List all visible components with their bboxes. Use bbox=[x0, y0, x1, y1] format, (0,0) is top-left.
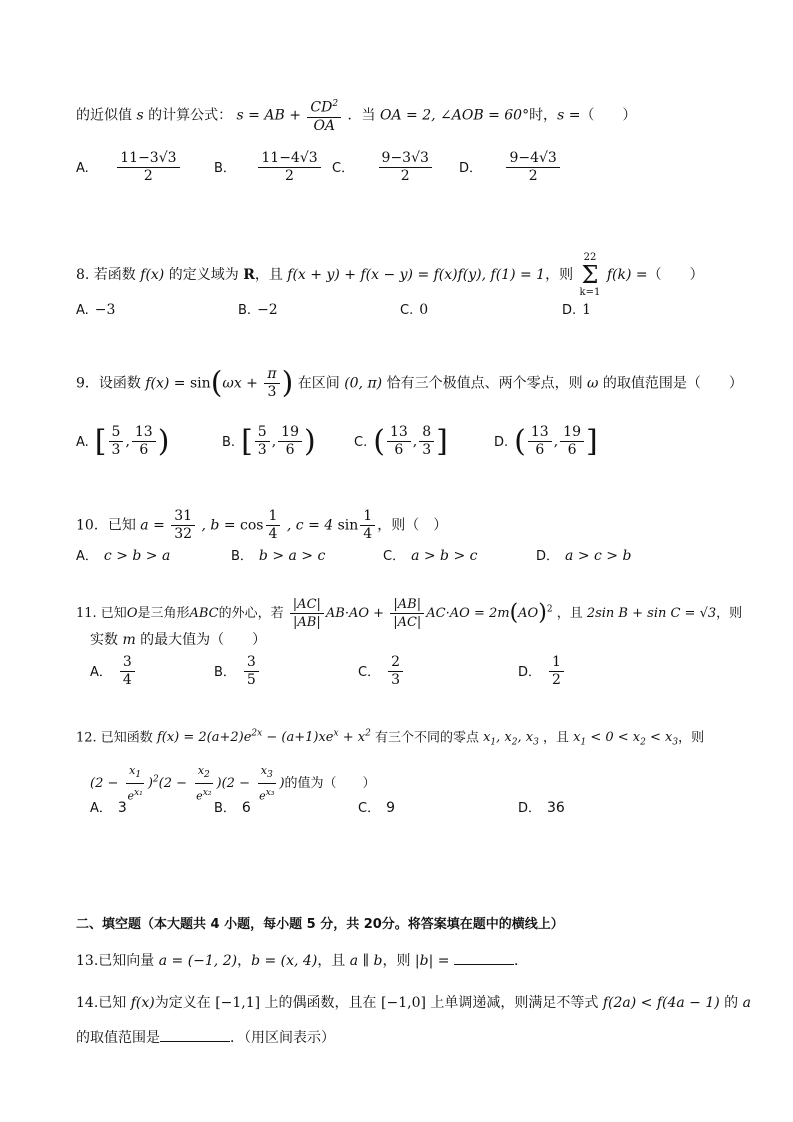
question-11-stem-line1: 11. 已知O是三角形ABC的外心，若 $\frac{|AC|}{|AB|}$ AB·AO + $\frac{|AB|}{|AC|}$ AC·AO = 2m(AO)$^2$ ，且 2sin B + sin C = √3，则 bbox=[76, 597, 743, 630]
option-a[interactable]: A． $\frac{3}{4}$ bbox=[90, 654, 137, 689]
option-b[interactable]: B． 6 bbox=[214, 800, 251, 816]
option-b[interactable]: B． $\frac{3}{5}$ bbox=[214, 654, 261, 689]
option-a[interactable]: A. −3 bbox=[76, 302, 116, 318]
answer-blank[interactable] bbox=[160, 1027, 230, 1042]
option-d[interactable]: D. ( $\frac{13}{6}$ , $\frac{19}{6}$ ] bbox=[494, 424, 598, 459]
option-b[interactable]: B． b > a > c bbox=[231, 548, 326, 564]
option-d[interactable]: D． $\frac{1}{2}$ bbox=[518, 654, 566, 689]
question-9-options bbox=[76, 424, 716, 464]
question-11-stem-line2: 实数 m 的最大值为（ ） bbox=[90, 632, 267, 648]
question-7-options bbox=[76, 150, 716, 190]
option-d[interactable]: D． a > c > b bbox=[536, 548, 632, 564]
question-12-options bbox=[90, 797, 730, 837]
option-c[interactable]: C． $\frac{9-3√3}{2}$ bbox=[332, 150, 434, 185]
question-13-stem: 13.已知向量 a = (−1, 2)，b = (x, 4)，且 a ∥ b，则 |b| = ． bbox=[76, 950, 528, 971]
option-a[interactable]: A. [ $\frac{5}{3}$ , $\frac{13}{6}$ ) bbox=[76, 424, 170, 459]
question-14-stem-line2: 的取值范围是 ．（用区间表示） bbox=[76, 1027, 335, 1048]
question-10-options bbox=[76, 545, 716, 585]
question-11-options bbox=[90, 654, 730, 694]
option-b[interactable]: B. [ $\frac{5}{3}$ , $\frac{19}{6}$ ) bbox=[222, 424, 316, 459]
question-8-options bbox=[76, 302, 716, 342]
option-b[interactable]: B. −2 bbox=[238, 302, 278, 318]
option-a[interactable]: A． 3 bbox=[90, 800, 127, 816]
question-8-stem: 8. 若函数 f(x) 的定义域为 R，且 f(x + y) + f(x − y) = f(x)f(y), f(1) = 1，则 22 Σ k=1 f(k) =（ ） bbox=[76, 252, 704, 298]
option-a[interactable]: A． c > b > a bbox=[76, 548, 171, 564]
section-2-heading: 二、填空题（本大题共 4 小题，每小题 5 分，共 20分。将答案填在题中的横线上） bbox=[76, 917, 564, 932]
option-d[interactable]: D． 36 bbox=[518, 800, 565, 816]
answer-blank[interactable] bbox=[454, 950, 514, 965]
option-d[interactable]: D． $\frac{9-4√3}{2}$ bbox=[459, 150, 562, 185]
question-12-stem-line2: (2 − $\frac{x_1}{e^{x_1}}$ )$^2$(2 − $\frac{x_2}{e^{x_2}}$ )(2 − $\frac{x_3}{e^{x_3}}$ )的值为（ ） bbox=[90, 764, 376, 803]
option-c[interactable]: C. 0 bbox=[400, 302, 429, 318]
question-10-stem: 10．已知 a = $\frac{31}{32}$ , b = cos $\frac{1}{4}$ , c = 4 sin $\frac{1}{4}$ ，则（ ） bbox=[76, 508, 448, 542]
question-7-stem: 的近似值 s 的计算公式： s = AB + $\frac{CD^2}{OA}$ ．当 OA = 2, ∠AOB = 60°时，s =（ ） bbox=[76, 96, 636, 135]
option-c[interactable]: C. ( $\frac{13}{6}$ , $\frac{8}{3}$ ] bbox=[354, 424, 448, 459]
option-a[interactable]: A. $\frac{11-3√3}{2}$ bbox=[76, 150, 182, 185]
option-b[interactable]: B． $\frac{11-4√3}{2}$ bbox=[214, 150, 323, 185]
option-d[interactable]: D. 1 bbox=[562, 302, 592, 318]
option-c[interactable]: C． 9 bbox=[358, 800, 395, 816]
question-9-stem: 9．设函数 f(x) = sin(ωx + $\frac{\pi}{3}$ ) 在区间 (0, π) 恰有三个极值点、两个零点，则 ω 的取值范围是（ ） bbox=[76, 365, 743, 401]
question-14-stem-line1: 14.已知 f(x)为定义在 [−1,1] 上的偶函数，且在 [−1,0] 上单调递减，则满足不等式 f(2a) < f(4a − 1) 的 a bbox=[76, 995, 751, 1011]
question-12-stem-line1: 12. 已知函数 $f(x) = 2(a+2)e^{2x} - (a+1)xe^x + x^2$ 有三个不同的零点 $x_1$, $x_2$, $x_3$ ，且 $x_1 < 0 < x_2 < x_3$，则 bbox=[76, 729, 705, 748]
option-c[interactable]: C． $\frac{2}{3}$ bbox=[358, 654, 405, 689]
option-c[interactable]: C． a > b > c bbox=[383, 548, 478, 564]
